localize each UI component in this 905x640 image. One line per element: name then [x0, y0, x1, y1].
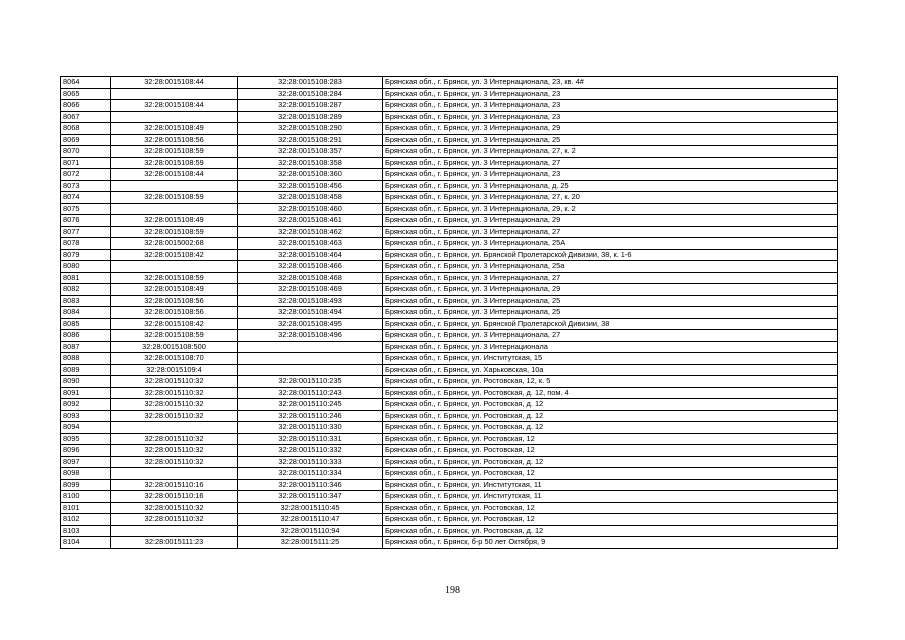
address-cell: Брянская обл., г. Брянск, ул. Ростовская, 12 [383, 445, 838, 457]
address-cell: Брянская обл., г. Брянск, ул. 3 Интернационала, 27, к. 20 [383, 192, 838, 204]
parcel-cadastral-cell: 32:28:0015108:49 [111, 284, 238, 296]
row-number-cell: 8072 [61, 169, 111, 181]
address-cell: Брянская обл., г. Брянск, ул. 3 Интернационала, 25 [383, 295, 838, 307]
table-row [61, 491, 838, 503]
parcel-cadastral-cell: 32:28:0015111:23 [111, 537, 238, 549]
parcel-cadastral-cell: 32:28:0015108:59 [111, 146, 238, 158]
parcel-cadastral-cell [111, 261, 238, 273]
row-number-cell: 8078 [61, 238, 111, 250]
row-number-cell: 8079 [61, 249, 111, 261]
table-row [61, 192, 838, 204]
address-cell: Брянская обл., г. Брянск, ул. 3 Интернационала, д. 25 [383, 180, 838, 192]
row-number-cell: 8080 [61, 261, 111, 273]
object-cadastral-cell: 32:28:0015108:468 [238, 272, 383, 284]
parcel-cadastral-cell: 32:28:0015110:16 [111, 491, 238, 503]
object-cadastral-cell: 32:28:0015110:332 [238, 445, 383, 457]
parcel-cadastral-cell [111, 111, 238, 123]
table-row [61, 157, 838, 169]
table-row [61, 479, 838, 491]
object-cadastral-cell: 32:28:0015110:346 [238, 479, 383, 491]
object-cadastral-cell: 32:28:0015110:45 [238, 502, 383, 514]
parcel-cadastral-cell: 32:28:0015108:500 [111, 341, 238, 353]
address-cell: Брянская обл., г. Брянск, ул. Ростовская, 12, к. 5 [383, 376, 838, 388]
row-number-cell: 8091 [61, 387, 111, 399]
row-number-cell: 8077 [61, 226, 111, 238]
object-cadastral-cell: 32:28:0015108:458 [238, 192, 383, 204]
table-row [61, 88, 838, 100]
table-row [61, 353, 838, 365]
object-cadastral-cell: 32:28:0015108:357 [238, 146, 383, 158]
row-number-cell: 8093 [61, 410, 111, 422]
address-cell: Брянская обл., г. Брянск, ул. 3 Интернационала, 23 [383, 88, 838, 100]
address-cell: Брянская обл., г. Брянск, б-р 50 лет Октября, 9 [383, 537, 838, 549]
table-row [61, 215, 838, 227]
row-number-cell: 8102 [61, 514, 111, 526]
parcel-cadastral-cell: 32:28:0015110:32 [111, 399, 238, 411]
object-cadastral-cell: 32:28:0015108:463 [238, 238, 383, 250]
address-cell: Брянская обл., г. Брянск, ул. 3 Интернационала, 27, к. 2 [383, 146, 838, 158]
parcel-cadastral-cell [111, 468, 238, 480]
parcel-cadastral-cell [111, 422, 238, 434]
object-cadastral-cell: 32:28:0015110:246 [238, 410, 383, 422]
row-number-cell: 8092 [61, 399, 111, 411]
address-cell: Брянская обл., г. Брянск, ул. Ростовская, д. 12, пом. 4 [383, 387, 838, 399]
object-cadastral-cell: 32:28:0015108:360 [238, 169, 383, 181]
address-cell: Брянская обл., г. Брянск, ул. 3 Интернационала, 29 [383, 215, 838, 227]
table-row [61, 433, 838, 445]
table-row [61, 537, 838, 549]
address-cell: Брянская обл., г. Брянск, ул. 3 Интернационала, 29 [383, 123, 838, 135]
address-cell: Брянская обл., г. Брянск, ул. 3 Интернационала, 29 [383, 284, 838, 296]
parcel-cadastral-cell: 32:28:0015108:56 [111, 307, 238, 319]
parcel-cadastral-cell: 32:28:0015110:32 [111, 387, 238, 399]
parcel-cadastral-cell: 32:28:0015108:59 [111, 192, 238, 204]
object-cadastral-cell: 32:28:0015110:334 [238, 468, 383, 480]
table-row [61, 146, 838, 158]
object-cadastral-cell: 32:28:0015108:456 [238, 180, 383, 192]
parcel-cadastral-cell: 32:28:0015108:44 [111, 169, 238, 181]
address-cell: Брянская обл., г. Брянск, ул. Институтская, 11 [383, 479, 838, 491]
row-number-cell: 8073 [61, 180, 111, 192]
table-row [61, 249, 838, 261]
parcel-cadastral-cell: 32:28:0015108:49 [111, 123, 238, 135]
address-cell: Брянская обл., г. Брянск, ул. Ростовская, д. 12 [383, 456, 838, 468]
parcel-cadastral-cell: 32:28:0015110:32 [111, 502, 238, 514]
table-row [61, 169, 838, 181]
row-number-cell: 8076 [61, 215, 111, 227]
row-number-cell: 8086 [61, 330, 111, 342]
object-cadastral-cell [238, 353, 383, 365]
address-cell: Брянская обл., г. Брянск, ул. 3 Интернационала, 29, к. 2 [383, 203, 838, 215]
parcel-cadastral-cell: 32:28:0015108:42 [111, 318, 238, 330]
object-cadastral-cell: 32:28:0015111:25 [238, 537, 383, 549]
address-cell: Брянская обл., г. Брянск, ул. Ростовская, 12 [383, 433, 838, 445]
row-number-cell: 8075 [61, 203, 111, 215]
row-number-cell: 8064 [61, 77, 111, 89]
row-number-cell: 8101 [61, 502, 111, 514]
parcel-cadastral-cell: 32:28:0015108:56 [111, 134, 238, 146]
table-row [61, 422, 838, 434]
row-number-cell: 8088 [61, 353, 111, 365]
object-cadastral-cell [238, 364, 383, 376]
row-number-cell: 8081 [61, 272, 111, 284]
address-cell: Брянская обл., г. Брянск, ул. 3 Интернационала, 25А [383, 238, 838, 250]
table-row [61, 456, 838, 468]
parcel-cadastral-cell: 32:28:0015110:32 [111, 445, 238, 457]
registry-table-body [61, 77, 838, 549]
table-row [61, 134, 838, 146]
row-number-cell: 8069 [61, 134, 111, 146]
object-cadastral-cell: 32:28:0015108:284 [238, 88, 383, 100]
address-cell: Брянская обл., г. Брянск, ул. Институтская, 11 [383, 491, 838, 503]
object-cadastral-cell: 32:28:0015108:291 [238, 134, 383, 146]
address-cell: Брянская обл., г. Брянск, ул. 3 Интернационала, 25 [383, 134, 838, 146]
row-number-cell: 8095 [61, 433, 111, 445]
parcel-cadastral-cell [111, 525, 238, 537]
row-number-cell: 8100 [61, 491, 111, 503]
parcel-cadastral-cell: 32:28:0015108:42 [111, 249, 238, 261]
table-row [61, 295, 838, 307]
table-row [61, 445, 838, 457]
row-number-cell: 8103 [61, 525, 111, 537]
parcel-cadastral-cell: 32:28:0015110:32 [111, 410, 238, 422]
parcel-cadastral-cell [111, 203, 238, 215]
table-row [61, 284, 838, 296]
row-number-cell: 8071 [61, 157, 111, 169]
row-number-cell: 8084 [61, 307, 111, 319]
table-row [61, 387, 838, 399]
address-cell: Брянская обл., г. Брянск, ул. Ростовская, д. 12 [383, 525, 838, 537]
row-number-cell: 8066 [61, 100, 111, 112]
table-row [61, 261, 838, 273]
address-cell: Брянская обл., г. Брянск, ул. 3 Интернационала, 27 [383, 226, 838, 238]
row-number-cell: 8070 [61, 146, 111, 158]
object-cadastral-cell: 32:28:0015110:94 [238, 525, 383, 537]
object-cadastral-cell: 32:28:0015108:496 [238, 330, 383, 342]
row-number-cell: 8097 [61, 456, 111, 468]
parcel-cadastral-cell: 32:28:0015108:44 [111, 77, 238, 89]
parcel-cadastral-cell: 32:28:0015108:59 [111, 272, 238, 284]
object-cadastral-cell: 32:28:0015108:464 [238, 249, 383, 261]
table-row [61, 272, 838, 284]
object-cadastral-cell: 32:28:0015108:460 [238, 203, 383, 215]
parcel-cadastral-cell: 32:28:0015110:32 [111, 376, 238, 388]
parcel-cadastral-cell: 32:28:0015110:32 [111, 514, 238, 526]
parcel-cadastral-cell: 32:28:0015108:49 [111, 215, 238, 227]
parcel-cadastral-cell: 32:28:0015108:59 [111, 330, 238, 342]
object-cadastral-cell: 32:28:0015108:466 [238, 261, 383, 273]
address-cell: Брянская обл., г. Брянск, ул. 3 Интернационала, 23 [383, 111, 838, 123]
parcel-cadastral-cell [111, 88, 238, 100]
object-cadastral-cell: 32:28:0015108:469 [238, 284, 383, 296]
row-number-cell: 8068 [61, 123, 111, 135]
address-cell: Брянская обл., г. Брянск, ул. Институтская, 15 [383, 353, 838, 365]
address-cell: Брянская обл., г. Брянск, ул. Брянской Пролетарской Дивизии, 38, к. 1-6 [383, 249, 838, 261]
table-row [61, 238, 838, 250]
object-cadastral-cell: 32:28:0015108:493 [238, 295, 383, 307]
address-cell: Брянская обл., г. Брянск, ул. Ростовская, 12 [383, 514, 838, 526]
address-cell: Брянская обл., г. Брянск, ул. 3 Интернационала, 23 [383, 100, 838, 112]
parcel-cadastral-cell: 32:28:0015109:4 [111, 364, 238, 376]
parcel-cadastral-cell: 32:28:0015108:59 [111, 226, 238, 238]
object-cadastral-cell: 32:28:0015108:290 [238, 123, 383, 135]
table-row [61, 77, 838, 89]
table-row [61, 376, 838, 388]
table-row [61, 318, 838, 330]
object-cadastral-cell: 32:28:0015108:495 [238, 318, 383, 330]
table-row [61, 330, 838, 342]
object-cadastral-cell: 32:28:0015110:331 [238, 433, 383, 445]
parcel-cadastral-cell: 32:28:0015108:59 [111, 157, 238, 169]
address-cell: Брянская обл., г. Брянск, ул. 3 Интернационала, 27 [383, 272, 838, 284]
address-cell: Брянская обл., г. Брянск, ул. 3 Интернационала, 27 [383, 157, 838, 169]
table-row [61, 226, 838, 238]
row-number-cell: 8098 [61, 468, 111, 480]
row-number-cell: 8085 [61, 318, 111, 330]
address-cell: Брянская обл., г. Брянск, ул. 3 Интернационала, 23, кв. 4# [383, 77, 838, 89]
row-number-cell: 8094 [61, 422, 111, 434]
table-row [61, 399, 838, 411]
object-cadastral-cell: 32:28:0015108:283 [238, 77, 383, 89]
address-cell: Брянская обл., г. Брянск, ул. Ростовская, д. 12 [383, 410, 838, 422]
table-row [61, 307, 838, 319]
row-number-cell: 8096 [61, 445, 111, 457]
object-cadastral-cell: 32:28:0015110:333 [238, 456, 383, 468]
table-row [61, 341, 838, 353]
object-cadastral-cell: 32:28:0015110:330 [238, 422, 383, 434]
address-cell: Брянская обл., г. Брянск, ул. Ростовская, 12 [383, 468, 838, 480]
registry-table [60, 76, 838, 549]
object-cadastral-cell: 32:28:0015108:287 [238, 100, 383, 112]
table-row [61, 180, 838, 192]
row-number-cell: 8099 [61, 479, 111, 491]
address-cell: Брянская обл., г. Брянск, ул. Брянской Пролетарской Дивизии, 38 [383, 318, 838, 330]
table-row [61, 100, 838, 112]
row-number-cell: 8067 [61, 111, 111, 123]
address-cell: Брянская обл., г. Брянск, ул. Ростовская, д. 12 [383, 422, 838, 434]
parcel-cadastral-cell: 32:28:0015002:68 [111, 238, 238, 250]
table-row [61, 203, 838, 215]
row-number-cell: 8083 [61, 295, 111, 307]
address-cell: Брянская обл., г. Брянск, ул. Ростовская, 12 [383, 502, 838, 514]
row-number-cell: 8104 [61, 537, 111, 549]
address-cell: Брянская обл., г. Брянск, ул. 3 Интернационала [383, 341, 838, 353]
address-cell: Брянская обл., г. Брянск, ул. Ростовская, д. 12 [383, 399, 838, 411]
address-cell: Брянская обл., г. Брянск, ул. 3 Интернационала, 25а [383, 261, 838, 273]
address-cell: Брянская обл., г. Брянск, ул. 3 Интернационала, 23 [383, 169, 838, 181]
table-row [61, 514, 838, 526]
table-row [61, 410, 838, 422]
parcel-cadastral-cell: 32:28:0015108:44 [111, 100, 238, 112]
object-cadastral-cell: 32:28:0015110:245 [238, 399, 383, 411]
table-row [61, 502, 838, 514]
object-cadastral-cell: 32:28:0015110:47 [238, 514, 383, 526]
parcel-cadastral-cell [111, 180, 238, 192]
parcel-cadastral-cell: 32:28:0015108:70 [111, 353, 238, 365]
object-cadastral-cell: 32:28:0015108:289 [238, 111, 383, 123]
object-cadastral-cell [238, 341, 383, 353]
object-cadastral-cell: 32:28:0015108:461 [238, 215, 383, 227]
object-cadastral-cell: 32:28:0015108:358 [238, 157, 383, 169]
table-row [61, 364, 838, 376]
table-row [61, 123, 838, 135]
page-number: 198 [445, 585, 460, 596]
table-row [61, 468, 838, 480]
row-number-cell: 8089 [61, 364, 111, 376]
row-number-cell: 8087 [61, 341, 111, 353]
row-number-cell: 8074 [61, 192, 111, 204]
address-cell: Брянская обл., г. Брянск, ул. Харьковская, 10а [383, 364, 838, 376]
parcel-cadastral-cell: 32:28:0015108:56 [111, 295, 238, 307]
object-cadastral-cell: 32:28:0015110:347 [238, 491, 383, 503]
table-row [61, 111, 838, 123]
object-cadastral-cell: 32:28:0015110:235 [238, 376, 383, 388]
parcel-cadastral-cell: 32:28:0015110:32 [111, 433, 238, 445]
parcel-cadastral-cell: 32:28:0015110:16 [111, 479, 238, 491]
row-number-cell: 8065 [61, 88, 111, 100]
address-cell: Брянская обл., г. Брянск, ул. 3 Интернационала, 25 [383, 307, 838, 319]
row-number-cell: 8090 [61, 376, 111, 388]
object-cadastral-cell: 32:28:0015108:462 [238, 226, 383, 238]
object-cadastral-cell: 32:28:0015108:494 [238, 307, 383, 319]
parcel-cadastral-cell: 32:28:0015110:32 [111, 456, 238, 468]
object-cadastral-cell: 32:28:0015110:243 [238, 387, 383, 399]
address-cell: Брянская обл., г. Брянск, ул. 3 Интернационала, 27 [383, 330, 838, 342]
row-number-cell: 8082 [61, 284, 111, 296]
table-row [61, 525, 838, 537]
